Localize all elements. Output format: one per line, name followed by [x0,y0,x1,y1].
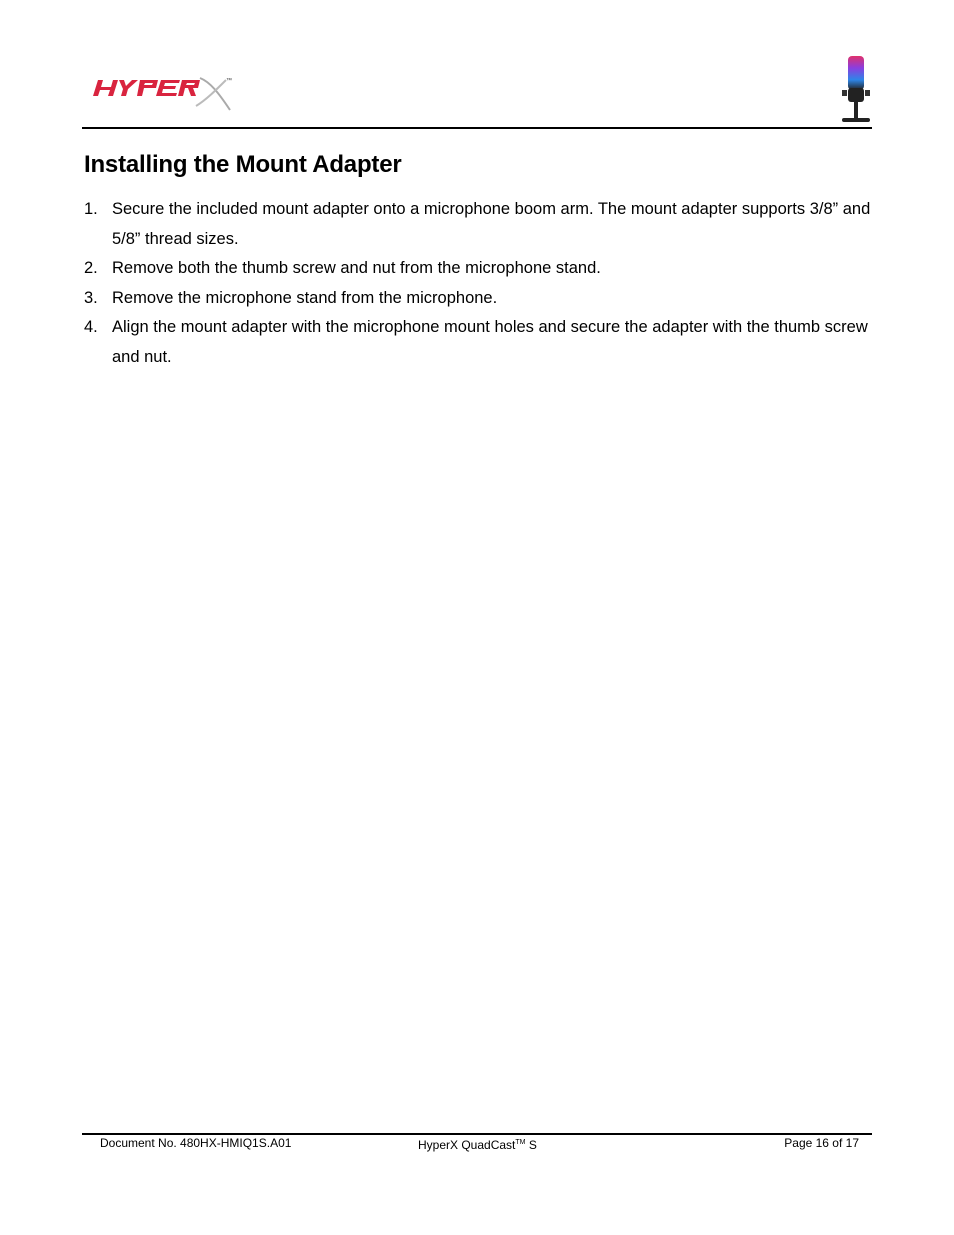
page-title: Installing the Mount Adapter [84,151,402,178]
list-item [84,195,874,254]
step-number: 3. [84,288,98,307]
step-number: 1. [84,200,98,218]
step-text: Remove the microphone stand from the microphone. [112,288,498,307]
step-text: Remove both the thumb screw and nut from the microphone stand. [112,259,601,277]
svg-text:™: ™ [226,78,232,84]
header-divider [82,127,872,129]
hyperx-logo-icon [92,70,242,120]
steps-list [84,195,874,372]
product-name [418,1136,537,1152]
step-text: Secure the included mount adapter onto a microphone boom arm. The mount adapter supports 3/8” and 5/8” thread sizes. [112,200,871,248]
list-item [84,313,874,372]
product-suffix: S [525,1138,537,1152]
quadcast-microphone-icon [836,54,876,126]
step-text: Align the mount adapter with the microphone mount holes and secure the adapter with the thumb screw and nut. [112,318,868,366]
page-number: Page 16 of 17 [784,1136,859,1150]
list-item [84,284,874,314]
footer-divider [82,1133,872,1135]
step-number: 2. [84,259,98,277]
step-number: 4. [84,318,98,336]
trademark-mark: TM [515,1139,526,1146]
list-item [84,254,874,284]
product-name-text: HyperX QuadCast [418,1138,516,1152]
document-number: Document No. 480HX-HMIQ1S.A01 [100,1136,292,1150]
